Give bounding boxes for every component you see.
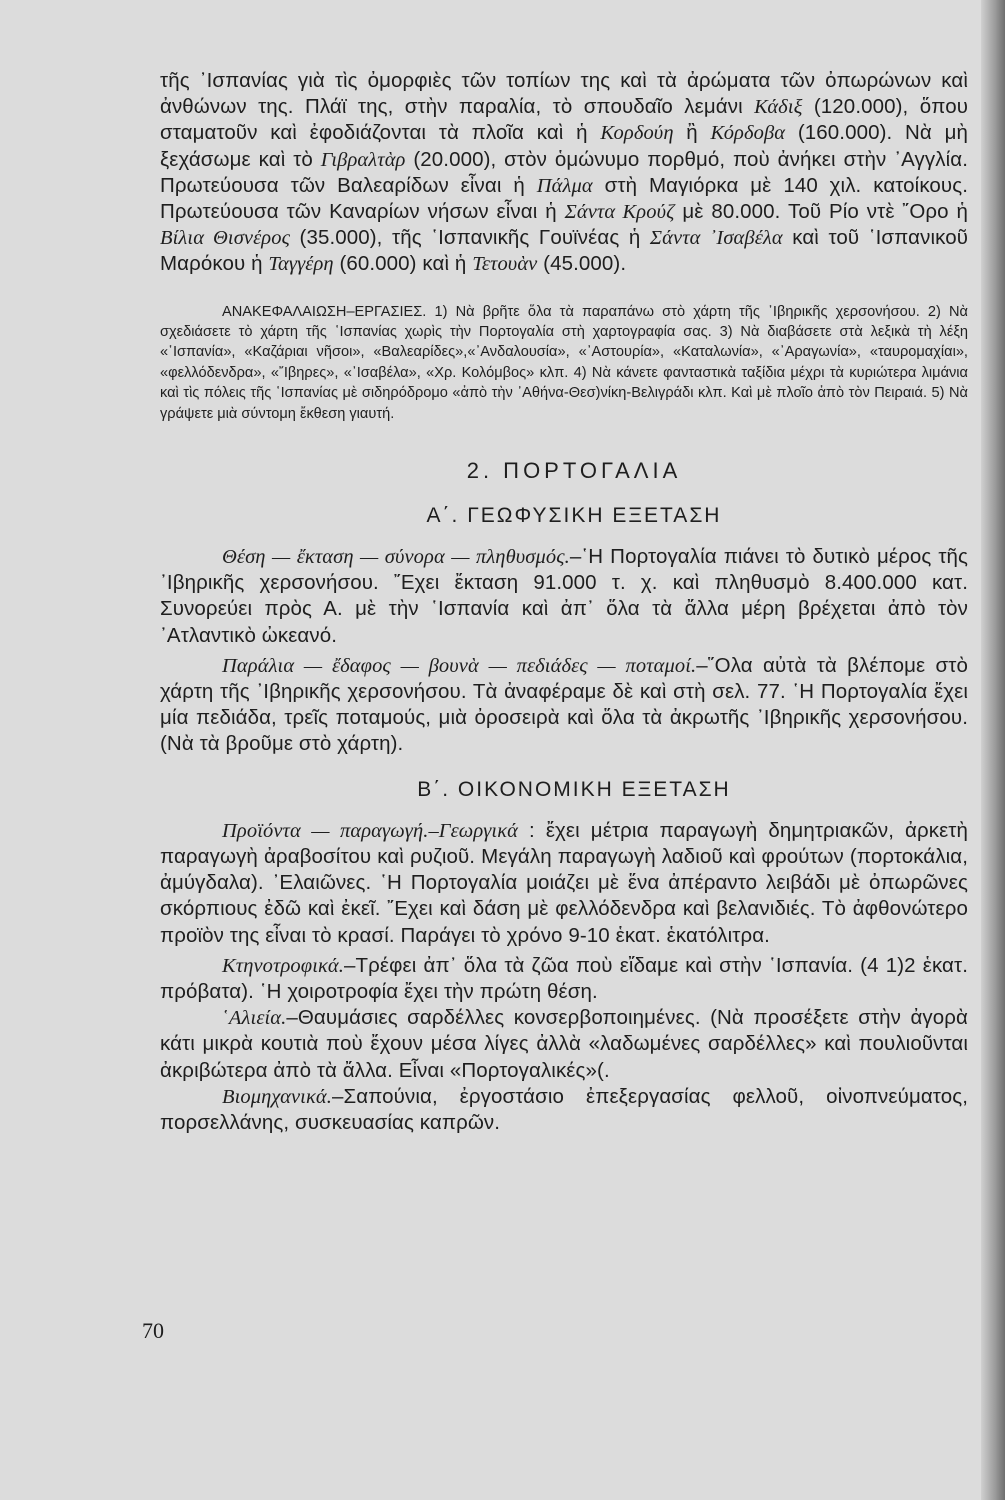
section-title: 2. ΠΟΡΤΟΓΑΛΙΑ — [466, 458, 682, 484]
paragraph-text: –Τρέφει ἀπ᾿ ὅλα τὰ ζῶα ποὺ εἴδαμε καὶ στὴν ῾Ισπανία. (4 1)2 ἑκατ. πρόβατα). ῾Η χοιροτροφία ἔχει τὴν πρώτη θέση. — [160, 953, 968, 1003]
intro-paragraph — [160, 68, 968, 278]
intro-text: στὴ Μαγιόρκα μὲ — [592, 173, 772, 197]
review-exercises: ΑΝΑΚΕΦΑΛΑΙΩΣΗ–ΕΡΓΑΣΙΕΣ. 1) Νὰ βρῆτε ὅλα τὰ παραπάνω στὸ χάρτη τῆς ᾿Ιβηρικῆς χερσονήσου. 2) Νὰ σχεδιάσετε τὸ χάρτη τῆς ῾Ισπανίας χωρὶς τὴν Πορτογαλία στὴ χαρτογραφία σας. 3) Νὰ διαβάσετε στὰ λεξικὰ τὴ λέξη «῾Ισπανία», «Καζάριαι νῆσοι», «Βαλεαρίδες»,«᾿Ανδαλουσία», «᾿Αστουρία», «Καταλωνία», «᾿Αραγωνία», «ταυρομαχίαι», «φελλόδενδρα», «῎Ιβηρες», «᾿Ισαβέλα», «Χρ. Κολόμβος» κλπ. 4) Νὰ κάνετε φανταστικὰ ταξίδια μέχρι τὰ κυριώτερα λιμάνια καὶ τὶς πόλεις τῆς ῾Ισπανίας μὲ σιδηρόδρομο «ἀπὸ τὴν ᾿Αθήνα-Θεσ)νίκη-Βελιγράδι κλπ. Καὶ μὲ πλοῖο ἀπὸ τὸν Πειραιά. 5) Νὰ γράψετε μιὰ σύντομη ἔκθεση γιαυτή. — [160, 303, 968, 422]
paragraph-label: Βιομηχανικά. — [222, 1085, 332, 1108]
intro-text: καὶ τοῦ ῾Ισπανικοῦ Μαρόκου ἡ — [160, 226, 969, 276]
intro-text: (35.000), τῆς ῾Ισπανικῆς Γουϊνέας — [290, 226, 620, 250]
subsection-economic: Β΄. ΟΙΚΟΝΟΜΙΚΗ ΕΞΕΤΑΣΗ — [417, 777, 731, 801]
intro-text: καὶ ἀνθώνων της. Πλάϊ της, στὴν παραλία, τὸ σπουδαῖο λεμάνι — [160, 69, 969, 119]
intro-text: (120.000), — [802, 95, 909, 119]
intro-text: στὴν ᾿Αγγλία. Πρωτεύουσα τῶν Βαλεαρίδων εἶναι ἡ — [160, 147, 968, 197]
paragraph-text: –Σαπούνια, ἐργοστάσιο ἐπεξεργασίας φελλοῦ, οἰνοπνεύματος, πορσελλάνης, συσκευασίας καπρῶν. — [160, 1084, 968, 1134]
place-name: Κάδιξ — [754, 96, 803, 119]
intro-text: ἡ — [628, 226, 650, 250]
place-name: Κορδούη — [600, 122, 674, 145]
place-name: Κόρδοβα — [710, 122, 786, 145]
place-name: Βίλια Θισνέρος — [160, 227, 290, 250]
geo-paragraph-terrain — [160, 653, 968, 758]
paragraph-label: Παράλια — ἔδαφος — βουνὰ — πεδιάδες — ποταμοί. — [222, 654, 697, 677]
econ-paragraph-livestock — [160, 953, 968, 1005]
page-number: 70 — [142, 1318, 164, 1343]
intro-text: (45.000). — [537, 252, 627, 276]
intro-text: ἢ — [673, 121, 711, 145]
paragraph-text: : ἔχει μέτρια παραγωγὴ δημητριακῶν, ἀρκετὴ παραγωγὴ ἀραβοσίτου καὶ ρυζιοῦ. Μεγάλη παραγωγὴ λαδιοῦ καὶ φρούτων (πορτοκάλια, ἀμύγδαλα). ᾿Ελαιῶνες. ῾Η Πορτογαλία μοιάζει μὲ ἕνα ἀπέραντο λειβάδι μὲ ὀπωρῶνες σκόρπιους ἐδῶ καὶ ἐκεῖ. ῎Εχει καὶ δάση μὲ φελλόδενδρα καὶ βελανιδιές. Τὸ ἀφθονώτερο προϊὸν της εἶναι τὸ κρασί. Παράγει τὸ χρόνο 9-10 ἑκατ. ἑκατόλιτρα. — [160, 818, 969, 947]
econ-paragraph-fishing — [160, 1005, 968, 1084]
intro-text: Νὰ μὴ ξεχάσωμε καὶ τὸ — [160, 121, 969, 171]
place-name: Γιβραλτὰρ — [320, 148, 406, 171]
intro-text: (20.000), στὸν ὁμώνυμο πορθμό, ποὺ ἀνήκει — [405, 147, 836, 171]
place-name: Ταγγέρη — [268, 253, 334, 276]
place-name: Τετουὰν — [472, 253, 538, 276]
intro-text: μὲ 80.000. Τοῦ Ρίο ντὲ ῎Ορο ἡ — [682, 200, 968, 224]
econ-paragraph-products — [160, 818, 968, 949]
paragraph-label: Προϊόντα — παραγωγή.–Γεωργικά — [222, 819, 519, 842]
paragraph-label: ῾Αλιεία. — [222, 1007, 287, 1030]
subsection-geophysical: Α΄. ΓΕΩΦΥΣΙΚΗ ΕΞΕΤΑΣΗ — [426, 504, 722, 528]
paragraph-text: –Θαυμάσιες σαρδέλλες κονσερβοποιημένες. (Νὰ προσέξετε στὴν ἀγορὰ κάτι μικρὰ κουτιὰ ποὺ ἔχουν μέσα λίγες ἀλλὰ «λαδωμένες σαρδέλλες» καὶ πουλιοῦνται ἀκριβώτερα ἀπὸ τὰ ἄλλα. Εἶναι «Πορτογαλικές»(. — [160, 1006, 968, 1082]
intro-text: (60.000) καὶ ἡ — [333, 252, 467, 276]
paragraph-text: –῞Ολα αὐτὰ τὰ βλέπομε στὸ χάρτη τῆς ᾿Ιβηρικῆς χερσονήσου. Τὰ ἀναφέραμε δὲ καὶ στὴ σελ. 77. ῾Η Πορτογαλία ἔχει μία πεδιάδα, τρεῖς ποταμούς, μιὰ ὀροσειρὰ καὶ ὅλα τὰ ἀκρωτῆς ᾿Ιβηρικῆς χερσονήσου. (Νὰ τὰ βροῦμε στὸ χάρτη). — [160, 653, 968, 756]
intro-text: 140 χιλ. κατοίκους. Πρωτεύουσα τῶν Καναρίων νήσων εἶναι ἡ — [160, 173, 969, 224]
paragraph-label: Θέση — ἔκταση — σύνορα — πληθυσμός. — [222, 546, 570, 569]
paragraph-label: Κτηνοτροφικά. — [222, 954, 345, 977]
place-name: Σάντα ᾿Ισαβέλα — [649, 227, 783, 250]
place-name: Πάλμα — [536, 174, 593, 197]
paragraph-text: –῾Η Πορτογαλία πιάνει τὸ δυτικὸ μέρος τῆς ᾿Ιβηρικῆς χερσονήσου. ῎Εχει ἔκταση 91.000 τ. χ. καὶ πληθυσμὸ 8.400.000 κατ. Συνορεύει πρὸς Α. μὲ τὴν ῾Ισπανία καὶ ἀπ᾿ ὅλα τὰ ἄλλα μέρη βρέχεται ἀπὸ τὸν ᾿Ατλαντικὸ ὠκεανό. — [160, 545, 968, 647]
page-content — [160, 68, 968, 1136]
geo-paragraph-position — [160, 544, 968, 649]
econ-paragraph-industry — [160, 1084, 968, 1136]
place-name: Σάντα Κρούζ — [564, 201, 675, 224]
page-binding-edge — [981, 0, 1005, 1500]
intro-text: τῆς ᾿Ισπανίας γιὰ τὶς ὀμορφιὲς τῶν τοπίων της καὶ τὰ ἀρώματα τῶν ὀπωρώνων — [160, 69, 932, 92]
intro-text: (160.000). — [785, 121, 893, 145]
intro-text: ὅπου σταματοῦν καὶ ἐφοδιάζονται τὰ πλοῖα καὶ ἡ — [160, 95, 969, 145]
